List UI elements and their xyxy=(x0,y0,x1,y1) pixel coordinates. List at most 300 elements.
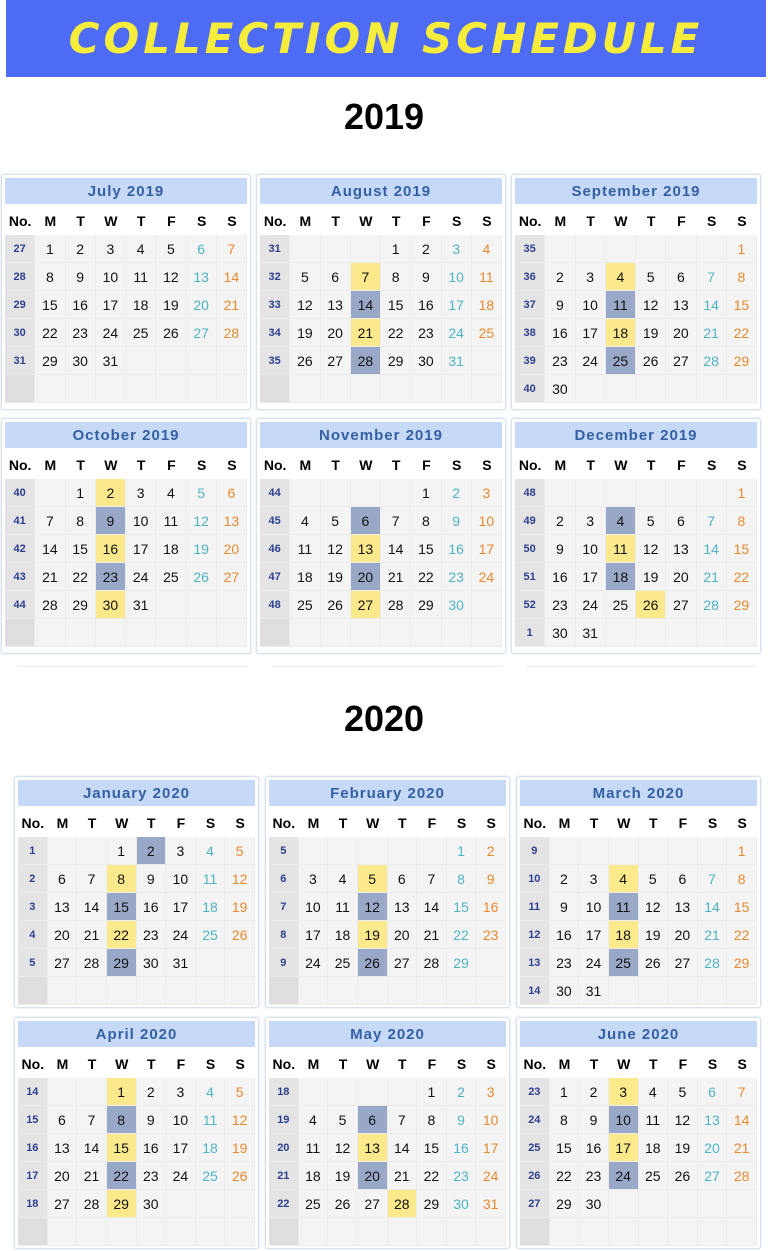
week-number: 4 xyxy=(18,921,48,949)
empty-day xyxy=(576,235,606,263)
calendar-day: 17 xyxy=(166,893,196,921)
month-title: August 2019 xyxy=(260,178,502,204)
week-number: 50 xyxy=(515,535,545,563)
calendar-day: 19 xyxy=(321,563,351,591)
empty-day xyxy=(351,619,381,647)
calendar-day: 15 xyxy=(727,291,757,319)
month-calendar xyxy=(511,418,761,654)
calendar-day: 18 xyxy=(126,291,156,319)
weekday-header: W xyxy=(104,213,118,229)
weekday-header: S xyxy=(737,815,747,831)
week-number: 36 xyxy=(515,263,545,291)
calendar-day: 3 xyxy=(576,507,606,535)
month-grid xyxy=(515,207,757,403)
calendar-day: 29 xyxy=(35,347,65,375)
empty-day xyxy=(225,949,255,977)
empty-day xyxy=(639,1218,669,1246)
calendar-day: 24 xyxy=(166,1162,196,1190)
weekday-header: T xyxy=(646,213,656,229)
calendar-day: 3 xyxy=(442,235,472,263)
weekday-header: S xyxy=(737,457,747,473)
week-number: 51 xyxy=(515,563,545,591)
empty-day xyxy=(328,1218,358,1246)
collection-day-yellow: 18 xyxy=(609,921,639,949)
empty-day xyxy=(187,619,217,647)
month-grid xyxy=(18,809,255,1005)
calendar-day: 5 xyxy=(639,865,669,893)
empty-day xyxy=(697,235,727,263)
calendar-day: 9 xyxy=(579,1106,609,1134)
calendar-day: 1 xyxy=(727,479,757,507)
empty-day xyxy=(217,375,247,403)
collection-day-blue: 15 xyxy=(107,893,137,921)
month-calendar xyxy=(14,776,259,1008)
empty-day xyxy=(187,591,217,619)
calendar-day: 15 xyxy=(447,893,477,921)
calendar-day: 20 xyxy=(666,563,696,591)
weekday-header: S xyxy=(707,1056,718,1072)
week-number: 18 xyxy=(269,1078,299,1106)
collection-day-yellow: 22 xyxy=(107,921,137,949)
collection-day-blue: 29 xyxy=(107,949,137,977)
month-calendar xyxy=(265,1017,510,1249)
empty-day xyxy=(35,375,65,403)
calendar-day: 21 xyxy=(217,291,247,319)
calendar-day: 17 xyxy=(472,535,502,563)
calendar-day: 4 xyxy=(328,865,358,893)
calendar-day: 13 xyxy=(48,1134,78,1162)
month-grid xyxy=(520,1050,757,1246)
calendar-day: 4 xyxy=(299,1106,329,1134)
week-number: 10 xyxy=(520,865,550,893)
empty-day xyxy=(156,591,186,619)
month-title: November 2019 xyxy=(260,422,502,448)
empty-day xyxy=(35,479,65,507)
calendar-day: 13 xyxy=(187,263,217,291)
weekday-header: T xyxy=(391,213,401,229)
calendar-day: 1 xyxy=(550,1078,580,1106)
calendar-day: 18 xyxy=(639,1134,669,1162)
calendar-day: 23 xyxy=(137,1162,167,1190)
calendar-day: 30 xyxy=(545,619,575,647)
calendar-day: 1 xyxy=(35,235,65,263)
week-number: 5 xyxy=(18,949,48,977)
empty-day xyxy=(576,375,606,403)
calendar-day: 4 xyxy=(156,479,186,507)
empty-day xyxy=(126,619,156,647)
empty-day xyxy=(48,977,78,1005)
weekday-header: T xyxy=(147,815,156,831)
empty-day xyxy=(472,347,502,375)
weekday-header: M xyxy=(558,815,571,831)
empty-day xyxy=(166,1190,196,1218)
calendar-day: 27 xyxy=(666,591,696,619)
weekday-header: T xyxy=(398,1056,407,1072)
calendar-day: 3 xyxy=(576,263,606,291)
calendar-day: 20 xyxy=(698,1134,728,1162)
calendar-day: 25 xyxy=(606,591,636,619)
month-title: April 2020 xyxy=(18,1021,255,1047)
schedule-banner xyxy=(6,0,766,77)
calendar-day: 25 xyxy=(639,1162,669,1190)
collection-day-yellow: 15 xyxy=(107,1134,137,1162)
calendar-day: 1 xyxy=(411,479,441,507)
empty-day xyxy=(411,375,441,403)
weekday-header: S xyxy=(196,457,207,473)
calendar-day: 21 xyxy=(698,921,728,949)
empty-day xyxy=(196,949,226,977)
calendar-day: 23 xyxy=(545,591,575,619)
calendar-day: 24 xyxy=(579,949,609,977)
calendar-day: 6 xyxy=(48,1106,78,1134)
calendar-day: 16 xyxy=(442,535,472,563)
calendar-day: 23 xyxy=(476,921,506,949)
calendar-day: 6 xyxy=(217,479,247,507)
empty-day xyxy=(636,235,666,263)
calendar-day: 7 xyxy=(77,865,107,893)
calendar-day: 3 xyxy=(166,1078,196,1106)
calendar-day: 12 xyxy=(321,535,351,563)
calendar-day: 2 xyxy=(550,865,580,893)
calendar-day: 20 xyxy=(217,535,247,563)
calendar-day: 27 xyxy=(358,1190,388,1218)
calendar-day: 6 xyxy=(388,865,418,893)
weekday-header: S xyxy=(227,457,237,473)
weekday-header: W xyxy=(115,815,129,831)
empty-day xyxy=(636,619,666,647)
calendar-day: 29 xyxy=(447,949,477,977)
week-number: 52 xyxy=(515,591,545,619)
calendar-day: 26 xyxy=(290,347,320,375)
weekday-header: W xyxy=(359,457,373,473)
empty-day xyxy=(358,1218,388,1246)
empty-day xyxy=(299,837,329,865)
calendar-day: 27 xyxy=(668,949,698,977)
week-number-header: No. xyxy=(8,457,32,473)
month-calendar xyxy=(256,174,506,410)
calendar-day: 26 xyxy=(328,1190,358,1218)
collection-day-yellow: 16 xyxy=(96,535,126,563)
weekday-header: W xyxy=(366,1056,380,1072)
collection-day-blue: 12 xyxy=(358,893,388,921)
weekday-header: T xyxy=(76,457,85,473)
calendar-day: 6 xyxy=(668,865,698,893)
calendar-day: 7 xyxy=(388,1106,418,1134)
weekday-header: T xyxy=(76,213,85,229)
calendar-day: 10 xyxy=(166,865,196,893)
calendar-day: 3 xyxy=(126,479,156,507)
collection-day-yellow: 17 xyxy=(609,1134,639,1162)
calendar-day: 4 xyxy=(126,235,156,263)
weekday-header: T xyxy=(136,457,146,473)
empty-day xyxy=(137,1218,167,1246)
empty-day xyxy=(166,977,196,1005)
calendar-day: 18 xyxy=(299,1162,329,1190)
calendar-day: 18 xyxy=(156,535,186,563)
calendar-day: 22 xyxy=(727,319,757,347)
calendar-day: 10 xyxy=(299,893,329,921)
empty-day xyxy=(442,619,472,647)
calendar-day: 14 xyxy=(697,535,727,563)
empty-day xyxy=(156,375,186,403)
calendar-day: 5 xyxy=(668,1078,698,1106)
calendar-day: 12 xyxy=(225,865,255,893)
collection-day-yellow: 30 xyxy=(96,591,126,619)
calendar-day: 13 xyxy=(698,1106,728,1134)
calendar-day: 30 xyxy=(579,1190,609,1218)
week-number: 18 xyxy=(18,1190,48,1218)
weekday-header: S xyxy=(456,1056,467,1072)
weekday-header: M xyxy=(307,815,320,831)
week-number-header: No. xyxy=(523,815,547,831)
calendar-day: 10 xyxy=(126,507,156,535)
calendar-day: 9 xyxy=(411,263,441,291)
calendar-day: 7 xyxy=(727,1078,757,1106)
calendar-day: 28 xyxy=(77,949,107,977)
weekday-header: S xyxy=(737,213,747,229)
week-number-header: No. xyxy=(518,457,542,473)
empty-day xyxy=(328,837,358,865)
calendar-day: 19 xyxy=(225,1134,255,1162)
empty-day xyxy=(290,619,320,647)
calendar-day: 9 xyxy=(66,263,96,291)
empty-day xyxy=(606,375,636,403)
empty-day xyxy=(606,235,636,263)
month-title: May 2020 xyxy=(269,1021,506,1047)
calendar-day: 7 xyxy=(697,507,727,535)
calendar-day: 8 xyxy=(411,507,441,535)
empty-day xyxy=(351,375,381,403)
week-number: 40 xyxy=(515,375,545,403)
calendar-day: 26 xyxy=(225,921,255,949)
calendar-day: 31 xyxy=(96,347,126,375)
week-number xyxy=(260,619,290,647)
calendar-day: 15 xyxy=(727,893,757,921)
calendar-day: 26 xyxy=(668,1162,698,1190)
week-number: 25 xyxy=(520,1134,550,1162)
weekday-header: F xyxy=(422,213,431,229)
calendar-day: 17 xyxy=(166,1134,196,1162)
collection-day-yellow: 13 xyxy=(351,535,381,563)
empty-day xyxy=(576,479,606,507)
calendar-day: 30 xyxy=(137,1190,167,1218)
collection-day-blue: 11 xyxy=(609,893,639,921)
weekday-header: T xyxy=(646,457,656,473)
calendar-day: 29 xyxy=(550,1190,580,1218)
calendar-day: 1 xyxy=(417,1078,447,1106)
calendar-day: 12 xyxy=(225,1106,255,1134)
calendar-day: 8 xyxy=(727,263,757,291)
week-number: 29 xyxy=(5,291,35,319)
empty-day xyxy=(388,977,418,1005)
month-calendar xyxy=(256,418,506,654)
week-number: 45 xyxy=(260,507,290,535)
calendar-day: 5 xyxy=(225,1078,255,1106)
month-grid xyxy=(5,207,247,403)
weekday-header: M xyxy=(56,1056,69,1072)
calendar-day: 1 xyxy=(66,479,96,507)
collection-day-yellow: 27 xyxy=(351,591,381,619)
empty-day xyxy=(156,619,186,647)
empty-day xyxy=(636,479,666,507)
calendar-day: 24 xyxy=(166,921,196,949)
collection-day-yellow: 18 xyxy=(606,319,636,347)
week-number-header: No. xyxy=(21,1056,45,1072)
month-calendar xyxy=(1,174,251,410)
calendar-day: 12 xyxy=(290,291,320,319)
calendar-day: 4 xyxy=(639,1078,669,1106)
weekday-header: M xyxy=(554,213,567,229)
calendar-day: 11 xyxy=(126,263,156,291)
empty-day xyxy=(476,977,506,1005)
calendar-day: 1 xyxy=(727,837,757,865)
calendar-day: 24 xyxy=(472,563,502,591)
empty-day xyxy=(666,479,696,507)
month-title: February 2020 xyxy=(269,780,506,806)
empty-day xyxy=(697,479,727,507)
empty-day xyxy=(48,1218,78,1246)
weekday-header: T xyxy=(586,457,595,473)
calendar-day: 20 xyxy=(48,921,78,949)
weekday-header: S xyxy=(486,815,496,831)
month-grid xyxy=(18,1050,255,1246)
calendar-day: 8 xyxy=(35,263,65,291)
weekday-header: F xyxy=(677,213,686,229)
empty-day xyxy=(472,619,502,647)
calendar-day: 19 xyxy=(225,893,255,921)
week-number: 28 xyxy=(5,263,35,291)
calendar-day: 5 xyxy=(225,837,255,865)
week-number: 1 xyxy=(515,619,545,647)
calendar-day: 31 xyxy=(576,619,606,647)
calendar-day: 6 xyxy=(666,263,696,291)
calendar-day: 31 xyxy=(579,977,609,1005)
calendar-day: 14 xyxy=(727,1106,757,1134)
calendar-day: 12 xyxy=(639,893,669,921)
calendar-day: 25 xyxy=(299,1190,329,1218)
year-heading-2020: 2020 xyxy=(343,698,425,739)
empty-day xyxy=(381,375,411,403)
calendar-day: 15 xyxy=(35,291,65,319)
empty-day xyxy=(299,1218,329,1246)
calendar-day: 1 xyxy=(727,235,757,263)
empty-day xyxy=(442,375,472,403)
calendar-day: 17 xyxy=(576,319,606,347)
empty-day xyxy=(196,1218,226,1246)
calendar-day: 27 xyxy=(666,347,696,375)
weekday-header: S xyxy=(451,457,462,473)
weekday-header: T xyxy=(87,1056,97,1072)
calendar-day: 19 xyxy=(668,1134,698,1162)
collection-day-blue: 20 xyxy=(358,1162,388,1190)
week-number: 46 xyxy=(260,535,290,563)
calendar-day: 7 xyxy=(698,865,728,893)
calendar-day: 15 xyxy=(727,535,757,563)
calendar-day: 5 xyxy=(636,263,666,291)
calendar-day: 27 xyxy=(48,1190,78,1218)
empty-day xyxy=(545,479,575,507)
collection-day-yellow: 4 xyxy=(609,865,639,893)
weekday-header: T xyxy=(649,1056,658,1072)
week-number: 9 xyxy=(269,949,299,977)
week-number: 1 xyxy=(18,837,48,865)
calendar-day: 31 xyxy=(476,1190,506,1218)
calendar-day: 10 xyxy=(576,535,606,563)
calendar-day: 21 xyxy=(381,563,411,591)
calendar-day: 31 xyxy=(442,347,472,375)
calendar-day: 18 xyxy=(196,1134,226,1162)
month-title: March 2020 xyxy=(520,780,757,806)
calendar-day: 19 xyxy=(636,563,666,591)
weekday-header: T xyxy=(586,213,595,229)
empty-day xyxy=(550,1218,580,1246)
collection-day-blue: 4 xyxy=(606,507,636,535)
empty-day xyxy=(698,1218,728,1246)
collection-day-yellow: 7 xyxy=(351,263,381,291)
banner-title: COLLECTION SCHEDULE xyxy=(68,14,704,63)
calendar-day: 14 xyxy=(388,1134,418,1162)
calendar-day: 23 xyxy=(137,921,167,949)
empty-day xyxy=(217,347,247,375)
month-title: July 2019 xyxy=(5,178,247,204)
calendar-day: 5 xyxy=(636,507,666,535)
calendar-day: 30 xyxy=(442,591,472,619)
calendar-day: 6 xyxy=(698,1078,728,1106)
empty-day xyxy=(321,235,351,263)
weekday-header: T xyxy=(147,1056,156,1072)
divider xyxy=(272,666,502,667)
calendar-day: 22 xyxy=(35,319,65,347)
week-number: 33 xyxy=(260,291,290,319)
empty-day xyxy=(639,977,669,1005)
collection-day-yellow: 3 xyxy=(609,1078,639,1106)
weekday-header: W xyxy=(617,815,631,831)
calendar-day: 21 xyxy=(77,1162,107,1190)
collection-day-yellow: 19 xyxy=(358,921,388,949)
empty-day xyxy=(196,977,226,1005)
week-number: 19 xyxy=(269,1106,299,1134)
month-calendar xyxy=(1,418,251,654)
calendar-day: 5 xyxy=(290,263,320,291)
calendar-day: 6 xyxy=(48,865,78,893)
calendar-day: 23 xyxy=(411,319,441,347)
calendar-day: 28 xyxy=(381,591,411,619)
empty-day xyxy=(321,619,351,647)
calendar-day: 8 xyxy=(447,865,477,893)
weekday-header: F xyxy=(678,1056,688,1072)
collection-day-yellow: 8 xyxy=(107,865,137,893)
week-number xyxy=(260,375,290,403)
collection-day-blue: 9 xyxy=(96,507,126,535)
weekday-header: F xyxy=(678,815,688,831)
collection-day-yellow: 21 xyxy=(351,319,381,347)
weekday-header: W xyxy=(104,457,118,473)
calendar-day: 6 xyxy=(187,235,217,263)
calendar-day: 22 xyxy=(550,1162,580,1190)
calendar-day: 2 xyxy=(137,1078,167,1106)
empty-day xyxy=(636,375,666,403)
weekday-header: W xyxy=(614,213,628,229)
empty-day xyxy=(77,837,107,865)
collection-day-yellow: 5 xyxy=(358,865,388,893)
calendar-day: 8 xyxy=(727,865,757,893)
empty-day xyxy=(358,1078,388,1106)
calendar-day: 24 xyxy=(576,347,606,375)
month-calendar xyxy=(516,1017,761,1249)
calendar-day: 30 xyxy=(447,1190,477,1218)
week-number: 5 xyxy=(269,837,299,865)
empty-day xyxy=(388,837,418,865)
